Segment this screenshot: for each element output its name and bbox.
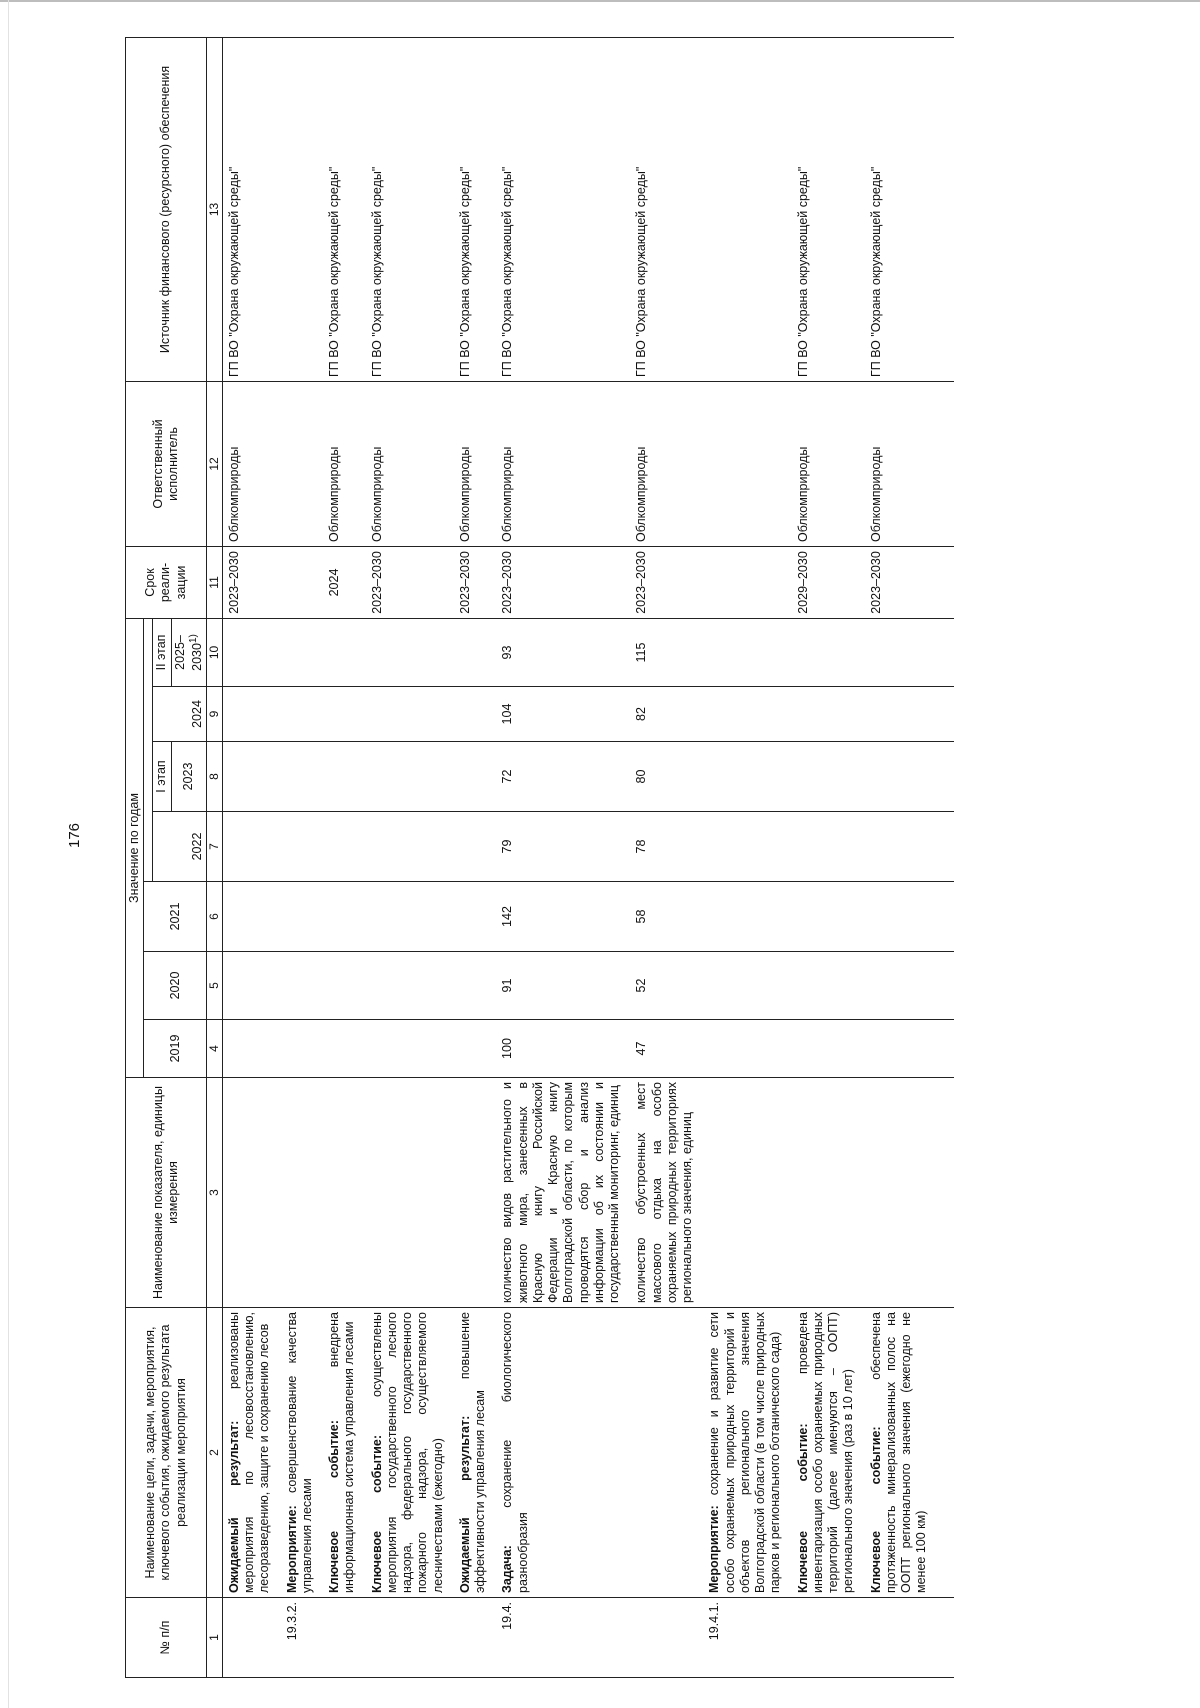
header-values: Значение по годам (126, 618, 144, 1077)
table-row (865, 37, 938, 1677)
value-2022: 78 (630, 812, 703, 882)
row-executor: Облкомприроды (222, 381, 280, 546)
program-table (125, 37, 954, 1678)
row-executor: Облкомприроды (323, 381, 366, 546)
table-body (222, 37, 953, 1677)
value-2020: 52 (630, 952, 703, 1020)
col-number: 3 (207, 1078, 223, 1308)
row-executor: Облкомприроды (630, 381, 703, 546)
value-2024: 82 (630, 687, 703, 742)
value-2019 (222, 1020, 280, 1078)
value-2022 (703, 812, 791, 882)
row-executor: Облкомприроды (865, 381, 938, 546)
value-2019 (366, 1020, 454, 1078)
value-2025-2030: 93 (496, 618, 630, 686)
value-2023 (865, 742, 938, 812)
row-text: реализованы мероприятия по лесовосстановлению, лесоразведению, защите и сохранению лесов (226, 1312, 272, 1593)
row-name (703, 1308, 791, 1598)
value-2023 (281, 742, 324, 812)
value-2025-2030 (454, 618, 497, 686)
row-number (630, 1598, 703, 1678)
header-indicator: Наименование показателя, единицы измерения (126, 1078, 207, 1308)
header-2021: 2021 (144, 882, 207, 952)
value-2019 (454, 1020, 497, 1078)
value-2020 (792, 952, 865, 1020)
value-2025-2030 (792, 618, 865, 686)
row-number (222, 1598, 280, 1678)
value-2019 (281, 1020, 324, 1078)
row-text: повышение эффективности управления лесам (457, 1311, 488, 1593)
row-source: ГП ВО "Охрана окружающей среды" (496, 37, 630, 381)
row-indicator (703, 1078, 791, 1308)
table-row (792, 37, 865, 1677)
value-2024 (792, 687, 865, 742)
value-2022: 79 (496, 812, 630, 882)
header-source: Источник финансового (ресурсного) обеспечения (126, 37, 207, 381)
value-2023 (703, 742, 791, 812)
value-2023 (323, 742, 366, 812)
table-row (454, 37, 497, 1677)
value-2019 (792, 1020, 865, 1078)
row-name (865, 1308, 938, 1598)
value-2021 (281, 882, 324, 952)
row-term: 2023–2030 (222, 546, 280, 618)
header-2019: 2019 (144, 1020, 207, 1078)
table-row (366, 37, 454, 1677)
value-2020: 91 (496, 952, 630, 1020)
row-number (366, 1598, 454, 1678)
row-term (281, 546, 324, 618)
header-2025-2030-label: 2025–2030 (172, 635, 204, 671)
table-row (323, 37, 366, 1677)
value-2022 (281, 812, 324, 882)
row-term: 2023–2030 (865, 546, 938, 618)
value-2020 (865, 952, 938, 1020)
row-term: 2024 (323, 546, 366, 618)
row-label: Ожидаемый результат: (226, 1420, 241, 1593)
row-term: 2023–2030 (496, 546, 630, 618)
value-2024 (323, 687, 366, 742)
value-2024 (366, 687, 454, 742)
page-number: 176 (66, 822, 83, 848)
row-executor (703, 381, 791, 546)
value-2022 (865, 812, 938, 882)
row-label: Мероприятие: (284, 1505, 299, 1593)
row-indicator (454, 1078, 497, 1308)
row-text: проведена инвентаризация особо охраняемых природных территорий (далее именуются – ООПТ) регионального значения (раз в 10 лет) (795, 1312, 856, 1593)
value-2019 (865, 1020, 938, 1078)
col-number: 12 (207, 381, 223, 546)
col-number: 4 (207, 1020, 223, 1078)
row-number: 19.4.1. (703, 1598, 791, 1678)
header-2022: 2022 (153, 812, 207, 882)
value-2024 (454, 687, 497, 742)
row-indicator (281, 1078, 324, 1308)
row-number (792, 1598, 865, 1678)
row-term (703, 546, 791, 618)
value-2021 (703, 882, 791, 952)
value-2025-2030 (281, 618, 324, 686)
row-indicator (222, 1078, 280, 1308)
value-2024 (865, 687, 938, 742)
row-executor: Облкомприроды (792, 381, 865, 546)
col-number: 6 (207, 882, 223, 952)
value-2025-2030 (703, 618, 791, 686)
row-indicator (792, 1078, 865, 1308)
header-2025-2030 (171, 618, 207, 686)
col-number: 11 (207, 546, 223, 618)
value-2019 (323, 1020, 366, 1078)
rotated-table-sheet (125, 38, 1190, 1678)
row-source: ГП ВО "Охрана окружающей среды" (630, 37, 703, 381)
value-2023 (792, 742, 865, 812)
row-label: Ожидаемый результат: (457, 1415, 472, 1593)
row-label: Задача: (500, 1545, 515, 1593)
scan-edge-left (8, 0, 9, 1708)
row-indicator (865, 1078, 938, 1308)
value-2025-2030 (222, 618, 280, 686)
value-2024 (222, 687, 280, 742)
row-name (323, 1308, 366, 1598)
value-2021: 142 (496, 882, 630, 952)
row-source: ГП ВО "Охрана окружающей среды" (454, 37, 497, 381)
row-term: 2029–2030 (792, 546, 865, 618)
table-row (222, 37, 280, 1677)
header-stage1: I этап (153, 742, 171, 812)
col-number: 13 (207, 37, 223, 381)
value-2023: 80 (630, 742, 703, 812)
header-term: Срок реали-зации (126, 546, 207, 618)
row-source: ГП ВО "Охрана окружающей среды" (366, 37, 454, 381)
value-2023 (222, 742, 280, 812)
row-name (366, 1308, 454, 1598)
col-number: 2 (207, 1308, 223, 1598)
row-indicator: количество обустроенных мест массового отдыха на особо охраняемых природных территориях регионального значения, единиц (630, 1078, 703, 1308)
value-2019 (703, 1020, 791, 1078)
value-2025-2030 (366, 618, 454, 686)
value-2021 (366, 882, 454, 952)
col-number: 7 (207, 812, 223, 882)
value-2024: 104 (496, 687, 630, 742)
value-2020 (281, 952, 324, 1020)
value-2020 (323, 952, 366, 1020)
value-2019: 47 (630, 1020, 703, 1078)
value-2020 (366, 952, 454, 1020)
value-2020 (222, 952, 280, 1020)
col-number: 9 (207, 687, 223, 742)
footnote-mark: 1) (187, 634, 199, 644)
row-indicator: количество видов растительного и животного мира, занесенных в Красную книгу Российской Федерации и Красную книгу Волгоградской области, по которым проводятся сбор и анализ информации об их состоянии и государственный мониторинг, единиц (496, 1078, 630, 1308)
value-2021 (323, 882, 366, 952)
row-name (222, 1308, 280, 1598)
value-2023 (454, 742, 497, 812)
table-row (703, 37, 791, 1677)
value-2022 (454, 812, 497, 882)
row-source: ГП ВО "Охрана окружающей среды" (865, 37, 938, 381)
value-2022 (792, 812, 865, 882)
row-name (630, 1308, 703, 1598)
row-label: Ключевое событие: (795, 1423, 810, 1593)
row-number: 19.4. (496, 1598, 630, 1678)
row-source: ГП ВО "Охрана окружающей среды" (222, 37, 280, 381)
row-executor: Облкомприроды (454, 381, 497, 546)
row-number (454, 1598, 497, 1678)
row-term: 2023–2030 (630, 546, 703, 618)
value-2021 (222, 882, 280, 952)
header-2023: 2023 (171, 742, 207, 812)
row-text: внедрена информационная система управления лесами (327, 1312, 357, 1593)
row-source: ГП ВО "Охрана окружающей среды" (323, 37, 366, 381)
header-2020: 2020 (144, 952, 207, 1020)
value-2022 (323, 812, 366, 882)
row-executor (281, 381, 324, 546)
row-name (454, 1308, 497, 1598)
row-executor: Облкомприроды (496, 381, 630, 546)
header-name: Наименование цели, задачи, мероприятия, ключевого события, ожидаемого результата реализации мероприятия (126, 1308, 207, 1598)
value-2020 (703, 952, 791, 1020)
header-no: № п/п (126, 1598, 207, 1678)
value-2022 (366, 812, 454, 882)
row-name (792, 1308, 865, 1598)
value-2021: 58 (630, 882, 703, 952)
row-text: осуществлены мероприятия государственного лесного надзора, федерального государственного пожарного надзора, осуществляемого лесничествами (ежегодно) (369, 1311, 445, 1593)
row-source (281, 37, 324, 381)
value-2020 (454, 952, 497, 1020)
table-bottom-filler (938, 37, 954, 1677)
header-stage2: II этап (153, 618, 171, 686)
row-number: 19.3.2. (281, 1598, 324, 1678)
col-number: 8 (207, 742, 223, 812)
value-2019: 100 (496, 1020, 630, 1078)
row-text: совершенствование качества управления лесами (284, 1312, 314, 1593)
row-text: обеспечена протяженность минерализованных полос на ООПТ регионального значения (ежегодно не менее 100 км) (868, 1312, 929, 1593)
table-row (281, 37, 324, 1677)
col-number: 10 (207, 618, 223, 686)
row-number (865, 1598, 938, 1678)
value-2024 (703, 687, 791, 742)
row-text: сохранение биологического разнообразия (500, 1312, 530, 1593)
row-term: 2023–2030 (366, 546, 454, 618)
row-label: Ключевое событие: (369, 1435, 384, 1593)
row-label: Ключевое событие: (327, 1420, 342, 1593)
value-2021 (865, 882, 938, 952)
row-term: 2023–2030 (454, 546, 497, 618)
table-row (630, 37, 703, 1677)
scan-edge-top (0, 0, 1200, 2)
row-source (703, 37, 791, 381)
header-2024: 2024 (153, 687, 207, 742)
header-executor: Ответственный исполнитель (126, 381, 207, 546)
value-2024 (281, 687, 324, 742)
row-label: Ключевое событие: (868, 1426, 883, 1593)
value-2023: 72 (496, 742, 630, 812)
value-2021 (792, 882, 865, 952)
row-number (323, 1598, 366, 1678)
value-2025-2030 (323, 618, 366, 686)
row-text: сохранение и развитие сети особо охраняемых природных территорий и объектов регионального значения Волгоградской области (в том числе природных парков и регионального ботанического сада) (707, 1312, 783, 1593)
row-source: ГП ВО "Охрана окружающей среды" (792, 37, 865, 381)
row-executor: Облкомприроды (366, 381, 454, 546)
value-2023 (366, 742, 454, 812)
value-2025-2030 (865, 618, 938, 686)
row-name (496, 1308, 630, 1598)
row-label: Мероприятие: (707, 1505, 722, 1593)
row-indicator (366, 1078, 454, 1308)
row-indicator (323, 1078, 366, 1308)
value-2022 (222, 812, 280, 882)
row-name (281, 1308, 324, 1598)
table-row (496, 37, 630, 1677)
col-number: 5 (207, 952, 223, 1020)
value-2025-2030: 115 (630, 618, 703, 686)
col-number: 1 (207, 1598, 223, 1678)
value-2021 (454, 882, 497, 952)
